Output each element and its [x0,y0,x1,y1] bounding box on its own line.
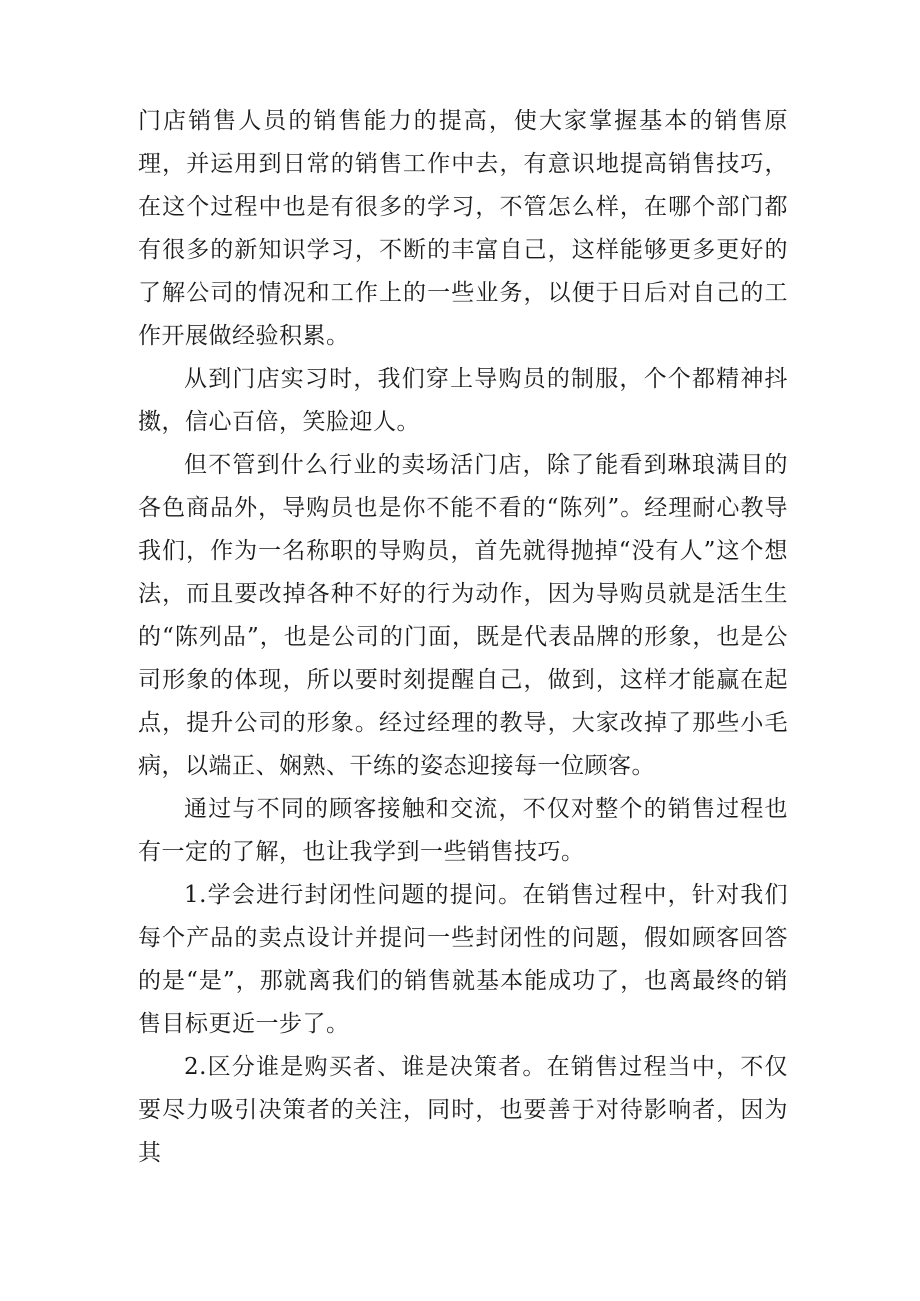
paragraph-tip-buyer-decider: 2.区分谁是购买者、谁是决策者。在销售过程当中，不仅要尽力吸引决策者的关注，同时，也要善于对待影响者，因为其 [138,1054,788,1166]
paragraph-customer-contact: 通过与不同的顾客接触和交流，不仅对整个的销售过程也有一定的了解，也让我学到一些销售技巧。 [138,796,788,865]
paragraph-sales-ability: 门店销售人员的销售能力的提高，使大家掌握基本的销售原理，并运用到日常的销售工作中去，有意识地提高销售技巧，在这个过程中也是有很多的学习，不管怎么样，在哪个部门都有很多的新知识学习，不断的丰富自己，这样能够更多更好的了解公司的情况和工作上的一些业务，以便于日后对自己的工作开展做经验积累。 [138,108,788,349]
document-body [138,100,788,1175]
paragraph-internship-start: 从到门店实习时，我们穿上导购员的制服，个个都精神抖擞，信心百倍，笑脸迎人。 [138,366,788,435]
paragraph-tip-closed-questions: 1.学会进行封闭性问题的提问。在销售过程中，针对我们每个产品的卖点设计并提问一些封闭性的问题，假如顾客回答的是“是”，那就离我们的销售就基本能成功了，也离最终的销售目标更近一步了。 [138,882,788,1037]
paragraph-display-guidance: 但不管到什么行业的卖场活门店，除了能看到琳琅满目的各色商品外，导购员也是你不能不看的“陈列”。经理耐心教导我们，作为一名称职的导购员，首先就得抛掉“没有人”这个想法，而且要改掉各种不好的行为动作，因为导购员就是活生生的“陈列品”，也是公司的门面，既是代表品牌的形象，也是公司形象的体现，所以要时刻提醒自己，做到，这样才能赢在起点，提升公司的形象。经过经理的教导，大家改掉了那些小毛病，以端正、娴熟、干练的姿态迎接每一位顾客。 [138,452,788,779]
